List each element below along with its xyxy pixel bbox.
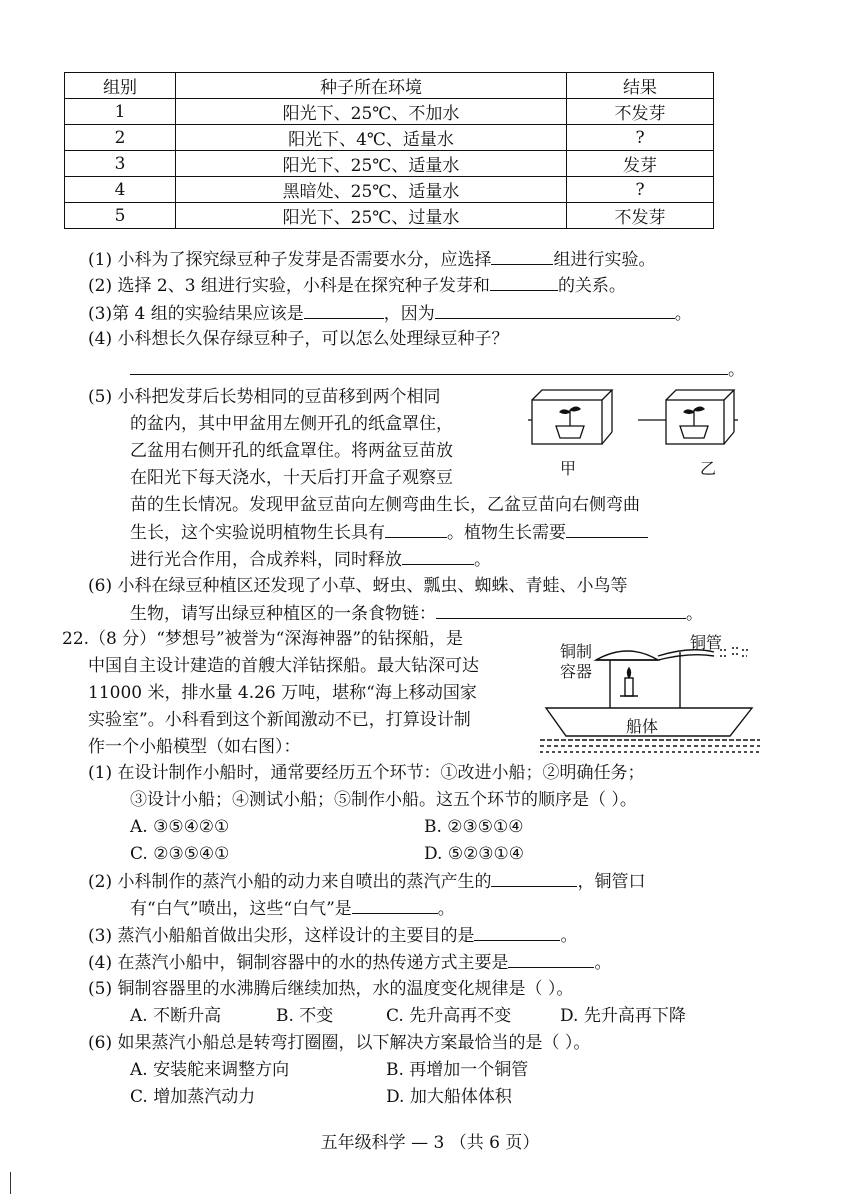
q21-4: (4) 小科想长久保存绿豆种子，可以怎么处理绿豆种子？ <box>88 329 509 349</box>
q22-5-option-d[interactable]: D. 先升高再下降 <box>560 1006 686 1026</box>
cell-group: 3 <box>65 151 176 177</box>
table-header-row <box>65 73 714 99</box>
page-footer: 五年级科学 — 3 （共 6 页） <box>320 1133 540 1153</box>
q22-1-option-c[interactable]: C. ②③⑤④① <box>130 844 230 864</box>
table-row <box>65 203 714 229</box>
q21-5-line3: 乙盆用右侧开孔的纸盒罩住。将两盆豆苗放 <box>130 441 453 461</box>
table-row <box>65 99 714 125</box>
cell-environment: 阳光下、25℃、不加水 <box>176 99 567 125</box>
cell-group: 5 <box>65 203 176 229</box>
cell-environment: 阳光下、4℃、适量水 <box>176 125 567 151</box>
answer-blank[interactable] <box>491 246 553 265</box>
q21-5-line2: 的盆内，其中甲盆用左侧开孔的纸盒罩住， <box>130 414 453 434</box>
q21-3: (3)第 4 组的实验结果应该是 ，因为 。 <box>88 300 692 327</box>
header-group: 组别 <box>65 73 176 99</box>
q22-5-option-b[interactable]: B. 不变 <box>276 1006 334 1026</box>
q21-4-answer-line: 。 <box>130 356 745 383</box>
answer-blank[interactable] <box>435 300 675 319</box>
q22-5-option-c[interactable]: C. 先升高再不变 <box>386 1006 512 1026</box>
edge-mark <box>10 1172 11 1194</box>
q22-intro-line3: 11000 米，排水量 4.26 万吨，堪称“海上移动国家 <box>88 683 477 703</box>
q21-5-line4: 在阳光下每天浇水，十天后打开盒子观察豆 <box>130 468 453 488</box>
q21-5-line6: 生长，这个实验说明植物生长具有 。植物生长需要 <box>130 519 648 546</box>
answer-blank[interactable] <box>490 272 558 291</box>
q22-2-line2: 有“白气”喷出，这些“白气”是 。 <box>130 895 455 922</box>
q21-1: (1) 小科为了探究绿豆种子发芽是否需要水分，应选择 组进行实验。 <box>88 246 655 273</box>
q21-2: (2) 选择 2、3 组进行实验，小科是在探究种子发芽和 的关系。 <box>88 272 626 299</box>
q22-1-option-b[interactable]: B. ②③⑤①④ <box>424 817 524 837</box>
cell-environment: 黑暗处、25℃、适量水 <box>176 177 567 203</box>
cell-group: 2 <box>65 125 176 151</box>
figure-label-pipe: 铜管 <box>690 633 723 652</box>
figure-label-yi: 乙 <box>700 459 717 478</box>
q22-intro-line4: 实验室”。小科看到这个新闻激动不已，打算设计制 <box>88 710 471 730</box>
cell-group: 4 <box>65 177 176 203</box>
q22-intro-line1: 22.（8 分）“梦想号”被誉为“深海神器”的钻探船，是 <box>62 629 464 649</box>
q22-1-line2: ③设计小船；④测试小船；⑤制作小船。这五个环节的顺序是（ ）。 <box>130 790 637 810</box>
copper-container-shape <box>596 651 658 660</box>
q22-intro-line2: 中国自主设计建造的首艘大洋钻探船。最大钻深可达 <box>88 656 479 676</box>
q21-5-line1: (5) 小科把发芽后长势相同的豆苗移到两个相同 <box>88 387 441 407</box>
answer-blank[interactable] <box>566 519 648 538</box>
cell-result: ? <box>567 177 714 203</box>
q21-5-line5: 苗的生长情况。发现甲盆豆苗向左侧弯曲生长，乙盆豆苗向右侧弯曲 <box>130 495 640 515</box>
answer-blank[interactable] <box>130 356 728 375</box>
answer-blank[interactable] <box>304 300 384 319</box>
cell-result: ? <box>567 125 714 151</box>
candle-shape <box>625 678 633 696</box>
cell-group: 1 <box>65 99 176 125</box>
answer-blank[interactable] <box>491 868 577 887</box>
q22-intro-line5: 作一个小船模型（如右图）： <box>88 737 301 757</box>
q21-6-line2: 生物，请写出绿豆种植区的一条食物链： 。 <box>130 600 703 627</box>
cell-environment: 阳光下、25℃、过量水 <box>176 203 567 229</box>
q22-4: (4) 在蒸汽小船中，铜制容器中的水的热传递方式主要是 。 <box>88 949 611 976</box>
answer-blank[interactable] <box>385 519 447 538</box>
q22-1-option-d[interactable]: D. ⑤②③①④ <box>424 844 525 864</box>
q22-5-line1: (5) 铜制容器里的水沸腾后继续加热，水的温度变化规律是（ ）。 <box>88 979 574 999</box>
q22-3: (3) 蒸汽小船船首做出尖形，这样设计的主要目的是 。 <box>88 922 577 949</box>
answer-blank[interactable] <box>508 949 594 968</box>
q22-1-option-a[interactable]: A. ③⑤④②① <box>130 817 230 837</box>
q22-6-option-d[interactable]: D. 加大船体体积 <box>386 1087 512 1107</box>
figure-label-jia: 甲 <box>560 459 577 478</box>
answer-blank[interactable] <box>402 546 474 565</box>
q22-6-line1: (6) 如果蒸汽小船总是转弯打圈圈，以下解决方案最恰当的是（ ）。 <box>88 1033 591 1053</box>
q22-6-option-a[interactable]: A. 安装舵来调整方向 <box>130 1060 290 1080</box>
cell-result: 不发芽 <box>567 99 714 125</box>
answer-blank[interactable] <box>474 922 560 941</box>
q22-2-line1: (2) 小科制作的蒸汽小船的动力来自喷出的蒸汽产生的 ，铜管口 <box>88 868 645 895</box>
figure-label-hull: 船体 <box>626 717 659 736</box>
table-row <box>65 151 714 177</box>
figure-label-container: 铜制 容器 <box>560 642 593 681</box>
box-jia <box>528 390 612 444</box>
cell-environment: 阳光下、25℃、适量水 <box>176 151 567 177</box>
cell-result: 发芽 <box>567 151 714 177</box>
header-environment: 种子所在环境 <box>176 73 567 99</box>
q22-5-option-a[interactable]: A. 不断升高 <box>130 1006 222 1026</box>
cell-result: 不发芽 <box>567 203 714 229</box>
answer-blank[interactable] <box>436 600 686 619</box>
q21-5-line7: 进行光合作用，合成养料，同时释放 。 <box>130 546 491 573</box>
q21-6-line1: (6) 小科在绿豆种植区还发现了小草、蚜虫、瓢虫、蜘蛛、青蛙、小鸟等 <box>88 576 628 596</box>
answer-blank[interactable] <box>352 895 438 914</box>
table-row <box>65 125 714 151</box>
seed-environment-table <box>64 72 714 229</box>
box-yi <box>638 390 738 444</box>
q22-6-option-c[interactable]: C. 增加蒸汽动力 <box>130 1087 256 1107</box>
table-row <box>65 177 714 203</box>
q22-6-option-b[interactable]: B. 再增加一个铜管 <box>386 1060 529 1080</box>
header-result: 结果 <box>567 73 714 99</box>
q22-1-line1: (1) 在设计制作小船时，通常要经历五个环节：①改进小船；②明确任务； <box>88 763 645 783</box>
